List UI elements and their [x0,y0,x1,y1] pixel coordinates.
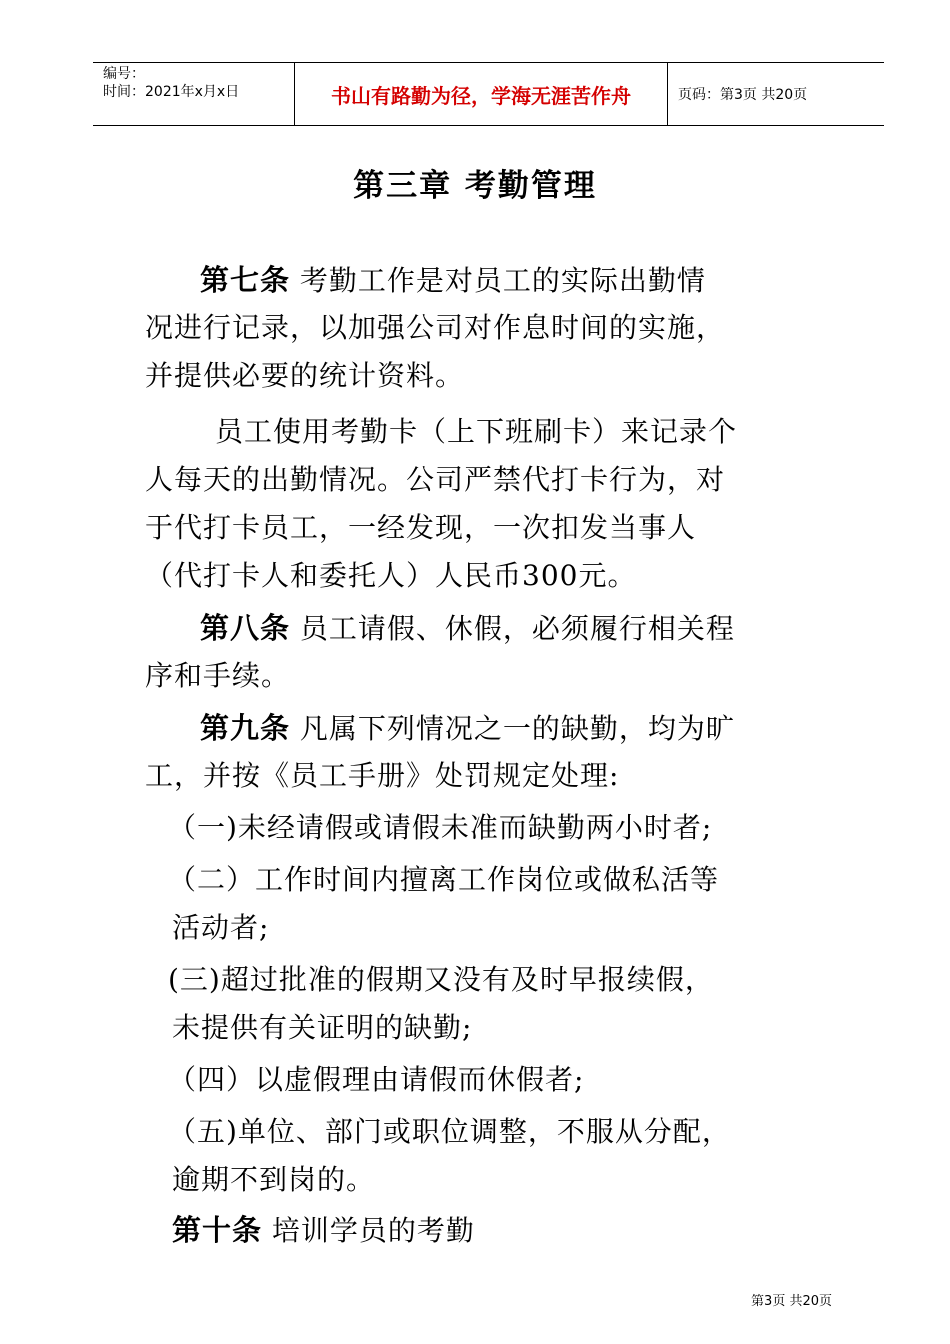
text-line [200,256,706,305]
text-line: （五)单位、部门或职位调整，不服从分配， [168,1115,731,1148]
article-number: 第十条 [172,1213,263,1247]
text-line: 序和手续。 [145,659,291,692]
header-motto-cell [295,63,668,125]
text-line: 况进行记录，以加强公司对作息时间的实施， [145,311,726,344]
text-line: （代打卡人和委托人）人民币300元。 [145,559,637,592]
chapter-title: 第三章 考勤管理 [353,168,597,204]
article-number: 第九条 [200,711,291,745]
text-line: （四）以虚假理由请假而休假者; [168,1063,585,1096]
line-text: 培训学员的考勤 [262,1214,475,1247]
text-line: （一)未经请假或请假未准而缺勤两小时者; [168,811,713,844]
header-meta-cell [93,63,295,125]
motto: 书山有路勤为径，学海无涯苦作舟 [331,83,631,108]
header-page-cell [668,63,884,125]
line-text: 员工请假、休假，必须履行相关程 [290,612,735,645]
text-line: （二）工作时间内擅离工作岗位或做私活等 [168,863,720,896]
text-line: 工，并按《员工手册》处罚规定处理: [145,759,620,792]
article-number: 第七条 [200,263,291,297]
line-text: 考勤工作是对员工的实际出勤情 [290,264,706,297]
text-line: 人每天的出勤情况。公司严禁代打卡行为，对 [145,463,726,496]
number-label: 编号： [103,66,145,82]
text-line: 活动者; [172,911,270,944]
text-line [200,704,735,753]
text-line: 并提供必要的统计资料。 [145,359,465,392]
text-line [172,1206,475,1255]
header-page-label: 页码：第3页 共20页 [678,87,808,103]
time-label: 时间：2021年x月x日 [103,84,240,100]
text-line: 逾期不到岗的。 [172,1163,376,1196]
line-text: 凡属下列情况之一的缺勤，均为旷 [290,712,735,745]
text-line: 未提供有关证明的缺勤; [172,1011,473,1044]
page-header [93,62,884,126]
text-line: 于代打卡员工，一经发现，一次扣发当事人 [145,511,697,544]
article-number: 第八条 [200,611,291,645]
text-line: 员工使用考勤卡（上下班刷卡）来记录个 [215,415,738,448]
footer-page-number: 第3页 共20页 [751,1294,832,1309]
text-line [200,604,735,653]
text-line: (三)超过批准的假期又没有及时早报续假， [168,963,714,996]
